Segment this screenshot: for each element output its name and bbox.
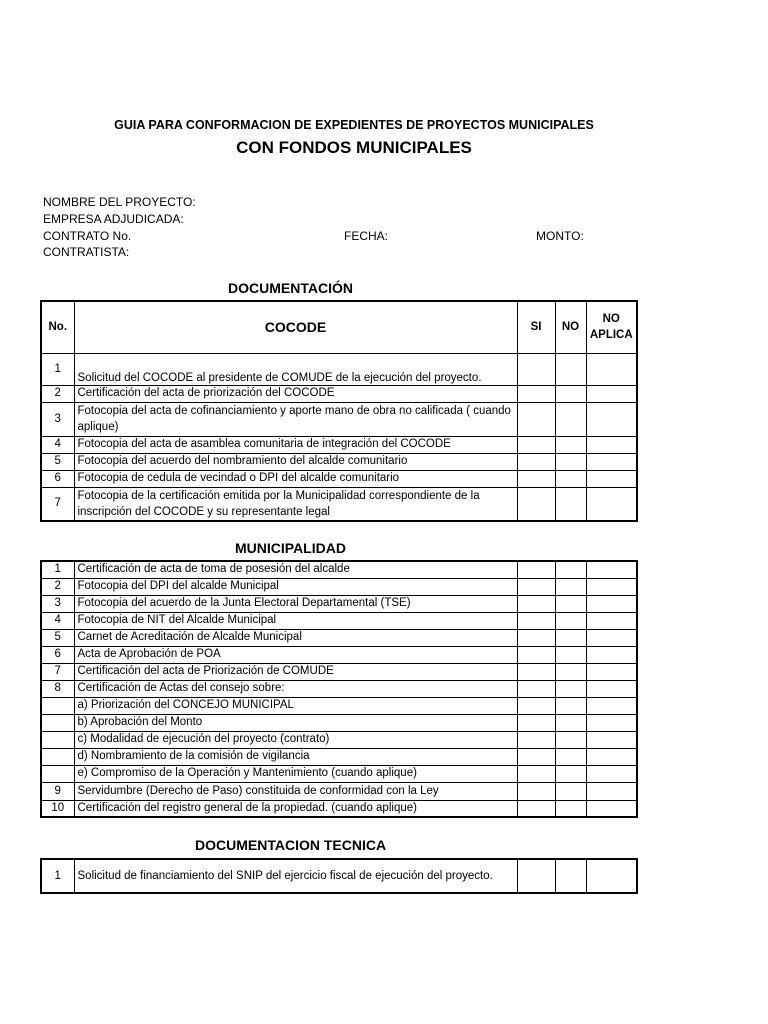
table-row	[41, 436, 637, 453]
no-checkbox-cell[interactable]	[555, 663, 586, 680]
no-aplica-checkbox-cell[interactable]	[586, 470, 637, 487]
no-aplica-checkbox-cell[interactable]	[586, 487, 637, 521]
no-aplica-checkbox-cell[interactable]	[586, 765, 637, 782]
document-title: GUIA PARA CONFORMACION DE EXPEDIENTES DE PROYECTOS MUNICIPALES	[114, 118, 594, 132]
no-aplica-checkbox-cell[interactable]	[586, 402, 637, 436]
si-checkbox-cell[interactable]	[517, 731, 555, 748]
si-checkbox-cell[interactable]	[517, 470, 555, 487]
table-row	[41, 629, 637, 646]
row-number: 5	[41, 629, 74, 646]
table-row	[41, 800, 637, 817]
si-checkbox-cell[interactable]	[517, 436, 555, 453]
row-number: 1	[41, 353, 74, 385]
no-aplica-checkbox-cell[interactable]	[586, 561, 637, 578]
table-row	[41, 612, 637, 629]
si-checkbox-cell[interactable]	[517, 782, 555, 800]
table-row	[41, 663, 637, 680]
no-aplica-checkbox-cell[interactable]	[586, 646, 637, 663]
row-text: Servidumbre (Derecho de Paso) constituida de conformidad con la Ley	[74, 782, 517, 800]
contratista-label: CONTRATISTA:	[43, 245, 130, 259]
no-checkbox-cell[interactable]	[555, 402, 586, 436]
no-checkbox-cell[interactable]	[555, 765, 586, 782]
table-row	[41, 353, 637, 385]
row-text: Certificación de acta de toma de posesión del alcalde	[74, 561, 517, 578]
no-aplica-checkbox-cell[interactable]	[586, 578, 637, 595]
cocode-table	[40, 300, 638, 522]
row-number: 2	[41, 578, 74, 595]
row-number: 3	[41, 402, 74, 436]
no-aplica-checkbox-cell[interactable]	[586, 612, 637, 629]
table-row	[41, 680, 637, 697]
row-number: 10	[41, 800, 74, 817]
table-row	[41, 765, 637, 782]
nombre-proyecto-label: NOMBRE DEL PROYECTO:	[43, 195, 196, 209]
document-subtitle: CON FONDOS MUNICIPALES	[236, 138, 472, 157]
table-row	[41, 578, 637, 595]
row-text: Certificación del acta de priorización del COCODE	[74, 385, 517, 402]
table-row	[41, 470, 637, 487]
row-number	[41, 697, 74, 714]
si-checkbox-cell[interactable]	[517, 385, 555, 402]
fecha-label: FECHA:	[344, 229, 389, 243]
no-checkbox-cell[interactable]	[555, 680, 586, 697]
si-checkbox-cell[interactable]	[517, 453, 555, 470]
no-checkbox-cell[interactable]	[555, 595, 586, 612]
tecnica-table	[40, 858, 638, 894]
si-checkbox-cell[interactable]	[517, 402, 555, 436]
no-aplica-checkbox-cell[interactable]	[586, 782, 637, 800]
table-row	[41, 714, 637, 731]
table-row	[41, 748, 637, 765]
section-title-municipalidad: MUNICIPALIDAD	[235, 540, 346, 556]
no-aplica-checkbox-cell[interactable]	[586, 663, 637, 680]
si-checkbox-cell[interactable]	[517, 561, 555, 578]
si-checkbox-cell[interactable]	[517, 765, 555, 782]
table-row	[41, 453, 637, 470]
no-checkbox-cell[interactable]	[555, 578, 586, 595]
row-text: Fotocopia del acuerdo de la Junta Electoral Departamental (TSE)	[74, 595, 517, 612]
no-aplica-checkbox-cell[interactable]	[586, 697, 637, 714]
row-text: Certificación de Actas del consejo sobre:	[74, 680, 517, 697]
column-header-no-aplica-line2: APLICA	[589, 328, 633, 341]
si-checkbox-cell[interactable]	[517, 646, 555, 663]
si-checkbox-cell[interactable]	[517, 353, 555, 385]
row-number: 3	[41, 595, 74, 612]
row-number	[41, 731, 74, 748]
si-checkbox-cell[interactable]	[517, 680, 555, 697]
row-text: a) Priorización del CONCEJO MUNICIPAL	[74, 697, 517, 714]
column-header-no-check: NO	[555, 301, 586, 353]
table-row	[41, 646, 637, 663]
table-header-row	[41, 301, 637, 353]
row-number: 6	[41, 470, 74, 487]
no-aplica-checkbox-cell[interactable]	[586, 800, 637, 817]
no-checkbox-cell[interactable]	[555, 629, 586, 646]
column-header-cocode: COCODE	[74, 301, 517, 353]
no-checkbox-cell[interactable]	[555, 731, 586, 748]
column-header-no-aplica-line1: NO	[602, 312, 620, 325]
row-number: 9	[41, 782, 74, 800]
row-text: Fotocopia del DPI del alcalde Municipal	[74, 578, 517, 595]
table-row	[41, 402, 637, 436]
table-row	[41, 595, 637, 612]
no-checkbox-cell[interactable]	[555, 859, 586, 893]
no-checkbox-cell[interactable]	[555, 697, 586, 714]
si-checkbox-cell[interactable]	[517, 629, 555, 646]
no-checkbox-cell[interactable]	[555, 748, 586, 765]
row-number: 5	[41, 453, 74, 470]
table-row	[41, 487, 637, 521]
row-number: 2	[41, 385, 74, 402]
section-title-documentacion: DOCUMENTACIÓN	[228, 280, 353, 296]
no-checkbox-cell[interactable]	[555, 487, 586, 521]
row-text: Carnet de Acreditación de Alcalde Municipal	[74, 629, 517, 646]
no-aplica-checkbox-cell[interactable]	[586, 748, 637, 765]
no-checkbox-cell[interactable]	[555, 646, 586, 663]
no-checkbox-cell[interactable]	[555, 385, 586, 402]
si-checkbox-cell[interactable]	[517, 697, 555, 714]
column-header-si: SI	[517, 301, 555, 353]
row-number	[41, 765, 74, 782]
no-checkbox-cell[interactable]	[555, 453, 586, 470]
no-aplica-checkbox-cell[interactable]	[586, 680, 637, 697]
no-checkbox-cell[interactable]	[555, 714, 586, 731]
row-number	[41, 714, 74, 731]
monto-label: MONTO:	[536, 229, 584, 243]
row-text: e) Compromiso de la Operación y Mantenimiento (cuando aplique)	[74, 765, 517, 782]
row-text: d) Nombramiento de la comisión de vigilancia	[74, 748, 517, 765]
no-aplica-checkbox-cell[interactable]	[586, 714, 637, 731]
table-row	[41, 561, 637, 578]
si-checkbox-cell[interactable]	[517, 859, 555, 893]
no-checkbox-cell[interactable]	[555, 470, 586, 487]
row-number: 1	[41, 859, 74, 893]
no-aplica-checkbox-cell[interactable]	[586, 453, 637, 470]
row-text: Fotocopia de NIT del Alcalde Municipal	[74, 612, 517, 629]
section-title-tecnica: DOCUMENTACION TECNICA	[195, 837, 387, 853]
no-aplica-checkbox-cell[interactable]	[586, 353, 637, 385]
no-checkbox-cell[interactable]	[555, 800, 586, 817]
si-checkbox-cell[interactable]	[517, 578, 555, 595]
contrato-label: CONTRATO No.	[43, 229, 132, 243]
no-checkbox-cell[interactable]	[555, 612, 586, 629]
row-number: 4	[41, 612, 74, 629]
si-checkbox-cell[interactable]	[517, 612, 555, 629]
si-checkbox-cell[interactable]	[517, 595, 555, 612]
row-text: Certificación del registro general de la propiedad. (cuando aplique)	[74, 800, 517, 817]
row-text: Fotocopia del acta de asamblea comunitaria de integración del COCODE	[74, 436, 517, 453]
column-header-no: No.	[41, 301, 74, 353]
table-row	[41, 859, 637, 893]
si-checkbox-cell[interactable]	[517, 487, 555, 521]
no-checkbox-cell[interactable]	[555, 353, 586, 385]
no-aplica-checkbox-cell[interactable]	[586, 859, 637, 893]
si-checkbox-cell[interactable]	[517, 800, 555, 817]
no-checkbox-cell[interactable]	[555, 561, 586, 578]
row-number	[41, 748, 74, 765]
no-checkbox-cell[interactable]	[555, 782, 586, 800]
row-text: Certificación del acta de Priorización de COMUDE	[74, 663, 517, 680]
row-text: Fotocopia de la certificación emitida por la Municipalidad correspondiente de la inscripción del COCODE y su representante legal	[74, 487, 517, 521]
row-text: Solicitud del COCODE al presidente de COMUDE de la ejecución del proyecto.	[74, 353, 517, 385]
row-number: 7	[41, 663, 74, 680]
no-aplica-checkbox-cell[interactable]	[586, 731, 637, 748]
no-aplica-checkbox-cell[interactable]	[586, 629, 637, 646]
si-checkbox-cell[interactable]	[517, 748, 555, 765]
column-header-no-aplica	[586, 301, 637, 353]
municipalidad-table	[40, 560, 638, 818]
row-number: 1	[41, 561, 74, 578]
empresa-label: EMPRESA ADJUDICADA:	[43, 212, 184, 226]
row-text: Acta de Aprobación de POA	[74, 646, 517, 663]
no-aplica-checkbox-cell[interactable]	[586, 436, 637, 453]
no-aplica-checkbox-cell[interactable]	[586, 385, 637, 402]
row-text: Fotocopia del acta de cofinanciamiento y aporte mano de obra no calificada ( cuando aplique)	[74, 402, 517, 436]
table-row	[41, 385, 637, 402]
row-number: 7	[41, 487, 74, 521]
si-checkbox-cell[interactable]	[517, 663, 555, 680]
row-text: Solicitud de financiamiento del SNIP del ejercicio fiscal de ejecución del proyecto.	[74, 859, 517, 893]
row-number: 4	[41, 436, 74, 453]
table-row	[41, 782, 637, 800]
table-row	[41, 731, 637, 748]
si-checkbox-cell[interactable]	[517, 714, 555, 731]
row-number: 8	[41, 680, 74, 697]
row-number: 6	[41, 646, 74, 663]
no-checkbox-cell[interactable]	[555, 436, 586, 453]
table-row	[41, 697, 637, 714]
no-aplica-checkbox-cell[interactable]	[586, 595, 637, 612]
row-text: b) Aprobación del Monto	[74, 714, 517, 731]
row-text: Fotocopia del acuerdo del nombramiento del alcalde comunitario	[74, 453, 517, 470]
row-text: c) Modalidad de ejecución del proyecto (contrato)	[74, 731, 517, 748]
row-text: Fotocopia de cedula de vecindad o DPI del alcalde comunitario	[74, 470, 517, 487]
